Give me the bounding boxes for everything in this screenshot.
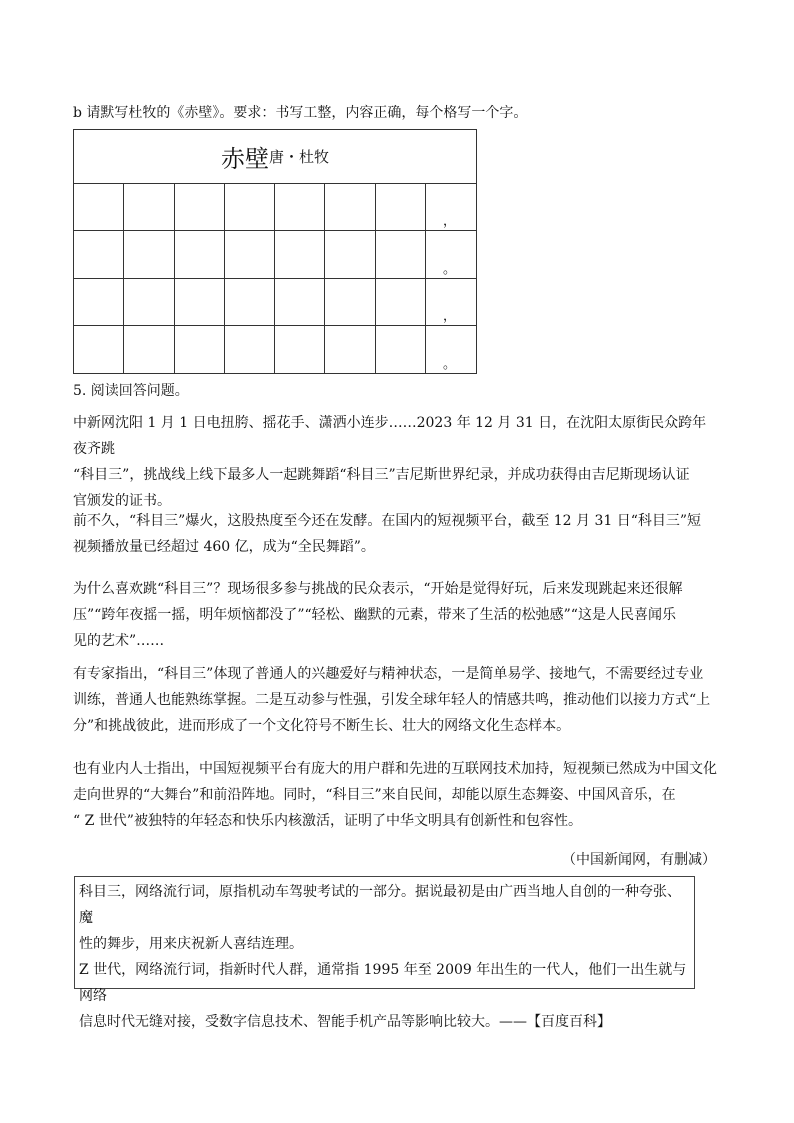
passage-source: （中国新闻网，有删减）	[562, 852, 716, 868]
grid-cell[interactable]	[376, 326, 426, 373]
text-line: 分”和挑战彼此，进而形成了一个文化符号不断生长、壮大的网络文化生态样本。	[73, 718, 571, 734]
passage-paragraph-4	[73, 661, 719, 739]
note-line: 科目三，网络流行词，原指机动车驾驶考试的一部分。据说最初是由广西当地人自创的一种夸张、魔	[79, 884, 681, 926]
text-line: 视频播放量已经超过 460 亿，成为“全民舞蹈”。	[73, 539, 375, 555]
note-line: 信息时代无缝对接，受数字信息技术、智能手机产品等影响比较大。——【百度百科】	[79, 1014, 611, 1030]
row-end-punctuation: ，	[442, 308, 456, 324]
passage-paragraph-5	[73, 756, 719, 834]
poem-writing-grid	[73, 129, 477, 374]
grid-cell[interactable]	[74, 184, 124, 231]
grid-cell[interactable]	[175, 279, 225, 326]
grid-cell[interactable]	[376, 184, 426, 231]
grid-cell[interactable]	[275, 326, 325, 373]
poem-author: 唐・杜牧	[268, 148, 329, 166]
grid-cell[interactable]	[175, 326, 225, 373]
grid-cell[interactable]	[74, 231, 124, 278]
poem-title-row	[74, 130, 476, 184]
text-line: “ Z 世代”被独特的年轻态和快乐内核激活，证明了中华文明具有创新性和包容性。	[73, 813, 582, 829]
grid-cell[interactable]	[275, 279, 325, 326]
text-line: “科目三”，挑战线上线下最多人一起跳舞蹈“科目三”吉尼斯世界纪录，并成功获得由吉尼斯现场认证	[73, 467, 690, 483]
question-4-instruction: b 请默写杜牧的《赤壁》。要求：书写工整，内容正确，每个格写一个字。	[73, 105, 528, 121]
text-line: 见的艺术”……	[73, 633, 165, 649]
grid-cell[interactable]	[225, 326, 275, 373]
grid-cell[interactable]	[275, 184, 325, 231]
text-line: 官颁发的证书。	[73, 493, 171, 509]
note-line: 性的舞步，用来庆祝新人喜结连理。	[79, 936, 303, 952]
poem-title: 赤壁	[220, 145, 269, 173]
poem-cells	[74, 184, 476, 373]
grid-cell-row-end[interactable]	[426, 326, 476, 373]
grid-cell[interactable]	[124, 231, 174, 278]
grid-cell-row-end[interactable]	[426, 279, 476, 326]
grid-cell[interactable]	[376, 279, 426, 326]
grid-cell[interactable]	[325, 326, 375, 373]
grid-cell[interactable]	[275, 231, 325, 278]
grid-cell-row-end[interactable]	[426, 184, 476, 231]
grid-cell[interactable]	[225, 279, 275, 326]
text-line: 走向世界的“大舞台”和前沿阵地。同时，“科目三”来自民间，却能以原生态舞姿、中国风音乐，在	[73, 787, 676, 803]
glossary-note-box	[74, 876, 695, 1030]
grid-cell[interactable]	[325, 184, 375, 231]
text-line: 中新网沈阳 1 月 1 日电扭胯、摇花手、潇洒小连步……2023 年 12 月 31 日，在沈阳太原街民众跨年夜齐跳	[73, 415, 707, 457]
grid-cell[interactable]	[124, 279, 174, 326]
passage-paragraph-1	[73, 410, 719, 514]
grid-cell[interactable]	[175, 184, 225, 231]
passage-paragraph-2	[73, 508, 719, 560]
row-end-punctuation: 。	[442, 261, 456, 277]
grid-cell[interactable]	[225, 231, 275, 278]
question-5-heading: 5. 阅读回答问题。	[73, 383, 189, 399]
text-line: 训练，普通人也能熟练掌握。二是互动参与性强，引发全球年轻人的情感共鸣，推动他们以接力方式“上	[73, 692, 711, 708]
grid-cell[interactable]	[325, 231, 375, 278]
grid-cell[interactable]	[124, 184, 174, 231]
note-line: Z 世代，网络流行词，指新时代人群，通常指 1995 年至 2009 年出生的一代人，他们一出生就与网络	[79, 962, 687, 1004]
text-line: 有专家指出，“科目三”体现了普通人的兴趣爱好与精神状态，一是简单易学、接地气，不需要经过专业	[73, 666, 704, 682]
text-line: 也有业内人士指出，中国短视频平台有庞大的用户群和先进的互联网技术加持，短视频已然成为中国文化	[73, 761, 717, 777]
passage-paragraph-3	[73, 576, 719, 654]
row-end-punctuation: 。	[442, 357, 456, 372]
grid-cell[interactable]	[325, 279, 375, 326]
grid-cell[interactable]	[74, 326, 124, 373]
grid-cell-row-end[interactable]	[426, 231, 476, 278]
text-line: 为什么喜欢跳“科目三”？现场很多参与挑战的民众表示，“开始是觉得好玩，后来发现跳起来还很解	[73, 581, 683, 597]
grid-cell[interactable]	[175, 231, 225, 278]
grid-cell[interactable]	[376, 231, 426, 278]
row-end-punctuation: ，	[442, 214, 456, 230]
text-line: 前不久，“科目三”爆火，这股热度至今还在发酵。在国内的短视频平台，截至 12 月 31 日“科目三”短	[73, 513, 702, 529]
grid-cell[interactable]	[225, 184, 275, 231]
grid-cell[interactable]	[124, 326, 174, 373]
grid-cell[interactable]	[74, 279, 124, 326]
text-line: 压”“跨年夜摇一摇，明年烦恼都没了”“轻松、幽默的元素，带来了生活的松弛感”“这是人民喜闻乐	[73, 607, 676, 623]
